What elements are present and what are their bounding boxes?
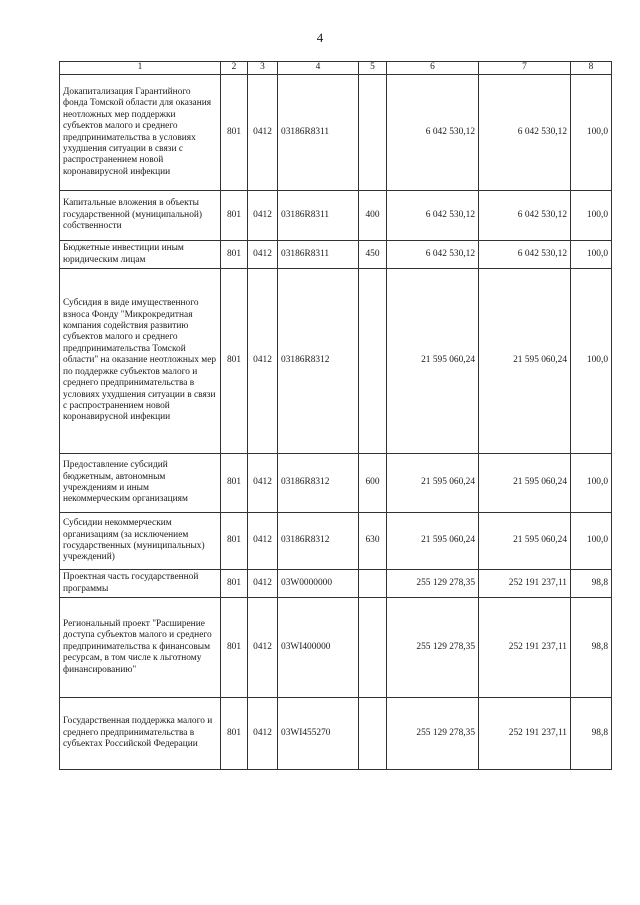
budget-table	[59, 61, 612, 770]
actual-amount: 21 595 060,24	[479, 513, 571, 570]
target-code: 03WI400000	[278, 598, 359, 698]
expense-type-code	[359, 598, 387, 698]
table-row	[60, 570, 612, 598]
table-row	[60, 241, 612, 269]
plan-amount: 6 042 530,12	[387, 75, 479, 191]
row-name: Предоставление субсидий бюджетным, автономным учреждениям и иным некоммерческим организациям	[60, 454, 221, 513]
section-code: 0412	[248, 698, 278, 770]
section-code: 0412	[248, 454, 278, 513]
execution-percent: 100,0	[571, 454, 612, 513]
execution-percent: 98,8	[571, 570, 612, 598]
expense-type-code	[359, 570, 387, 598]
column-header: 3	[248, 62, 278, 75]
ministry-code: 801	[221, 191, 248, 241]
expense-type-code	[359, 75, 387, 191]
actual-amount: 21 595 060,24	[479, 454, 571, 513]
plan-amount: 21 595 060,24	[387, 269, 479, 454]
table-row	[60, 191, 612, 241]
execution-percent: 100,0	[571, 75, 612, 191]
column-header: 2	[221, 62, 248, 75]
target-code: 03186R8311	[278, 191, 359, 241]
actual-amount: 252 191 237,11	[479, 598, 571, 698]
ministry-code: 801	[221, 698, 248, 770]
actual-amount: 6 042 530,12	[479, 191, 571, 241]
target-code: 03186R8311	[278, 241, 359, 269]
expense-type-code	[359, 269, 387, 454]
column-header: 1	[60, 62, 221, 75]
plan-amount: 255 129 278,35	[387, 598, 479, 698]
target-code: 03WI455270	[278, 698, 359, 770]
table-row	[60, 698, 612, 770]
actual-amount: 6 042 530,12	[479, 75, 571, 191]
section-code: 0412	[248, 191, 278, 241]
plan-amount: 6 042 530,12	[387, 241, 479, 269]
row-name: Региональный проект "Расширение доступа субъектов малого и среднего предпринимательства к финансовым ресурсам, в том числе к льготному финансированию"	[60, 598, 221, 698]
table-header-row	[60, 62, 612, 75]
column-header: 4	[278, 62, 359, 75]
column-header: 7	[479, 62, 571, 75]
ministry-code: 801	[221, 269, 248, 454]
expense-type-code: 450	[359, 241, 387, 269]
ministry-code: 801	[221, 241, 248, 269]
plan-amount: 255 129 278,35	[387, 698, 479, 770]
actual-amount: 252 191 237,11	[479, 570, 571, 598]
section-code: 0412	[248, 269, 278, 454]
section-code: 0412	[248, 75, 278, 191]
row-name: Проектная часть государственной программы	[60, 570, 221, 598]
execution-percent: 98,8	[571, 598, 612, 698]
section-code: 0412	[248, 598, 278, 698]
row-name: Бюджетные инвестиции иным юридическим лицам	[60, 241, 221, 269]
target-code: 03186R8312	[278, 454, 359, 513]
ministry-code: 801	[221, 75, 248, 191]
expense-type-code	[359, 698, 387, 770]
execution-percent: 100,0	[571, 269, 612, 454]
column-header: 5	[359, 62, 387, 75]
execution-percent: 100,0	[571, 191, 612, 241]
section-code: 0412	[248, 241, 278, 269]
table-row	[60, 513, 612, 570]
execution-percent: 100,0	[571, 241, 612, 269]
target-code: 03186R8312	[278, 513, 359, 570]
ministry-code: 801	[221, 513, 248, 570]
column-header: 8	[571, 62, 612, 75]
plan-amount: 21 595 060,24	[387, 513, 479, 570]
plan-amount: 255 129 278,35	[387, 570, 479, 598]
row-name: Субсидии некоммерческим организациям (за исключением государственных (муниципальных) учреждений)	[60, 513, 221, 570]
row-name: Субсидия в виде имущественного взноса Фонду "Микрокредитная компания содействия развитию субъектов малого и среднего предпринимательства Томской области" на оказание неотложных мер по поддержке субъектов малого и среднего предпринимательства в условиях ухудшения ситуации в связи с распространением новой коронавирусной инфекции	[60, 269, 221, 454]
expense-type-code: 600	[359, 454, 387, 513]
page-number: 4	[316, 30, 324, 45]
section-code: 0412	[248, 513, 278, 570]
expense-type-code: 400	[359, 191, 387, 241]
target-code: 03W0000000	[278, 570, 359, 598]
target-code: 03186R8311	[278, 75, 359, 191]
actual-amount: 21 595 060,24	[479, 269, 571, 454]
column-header: 6	[387, 62, 479, 75]
target-code: 03186R8312	[278, 269, 359, 454]
execution-percent: 100,0	[571, 513, 612, 570]
ministry-code: 801	[221, 454, 248, 513]
table-row	[60, 75, 612, 191]
plan-amount: 21 595 060,24	[387, 454, 479, 513]
table-row	[60, 454, 612, 513]
plan-amount: 6 042 530,12	[387, 191, 479, 241]
ministry-code: 801	[221, 570, 248, 598]
row-name: Докапитализация Гарантийного фонда Томской области для оказания неотложных мер поддержки субъектов малого и среднего предпринимательства в условиях ухудшения ситуации в связи с распространением новой коронавирусной инфекции	[60, 75, 221, 191]
execution-percent: 98,8	[571, 698, 612, 770]
row-name: Капитальные вложения в объекты государственной (муниципальной) собственности	[60, 191, 221, 241]
table-row	[60, 598, 612, 698]
actual-amount: 252 191 237,11	[479, 698, 571, 770]
section-code: 0412	[248, 570, 278, 598]
expense-type-code: 630	[359, 513, 387, 570]
table-row	[60, 269, 612, 454]
ministry-code: 801	[221, 598, 248, 698]
row-name: Государственная поддержка малого и среднего предпринимательства в субъектах Российской Федерации	[60, 698, 221, 770]
actual-amount: 6 042 530,12	[479, 241, 571, 269]
